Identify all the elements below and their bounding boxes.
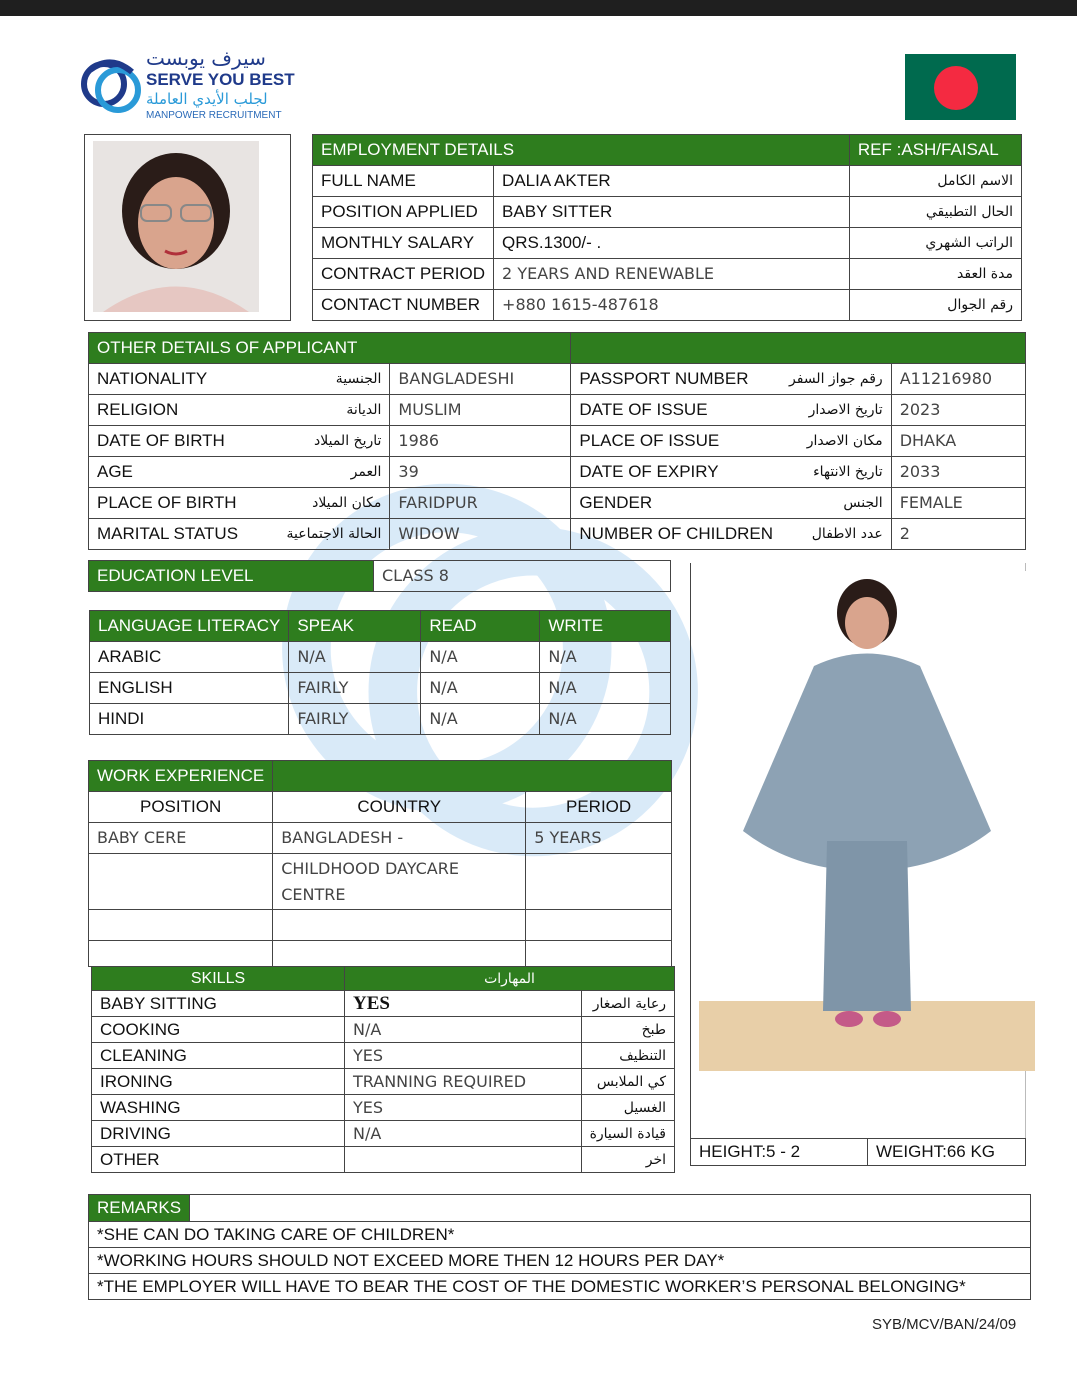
employment-header: EMPLOYMENT DETAILS: [313, 135, 850, 166]
skill-row: BABY SITTING YES رعاية الصغار: [92, 991, 675, 1017]
company-arabic-name: سيرف يوبست: [146, 46, 266, 70]
skill-row: CLEANING YES التنظيف: [92, 1043, 675, 1069]
skill-row: WASHING YES الغسيل: [92, 1095, 675, 1121]
remarks-header: REMARKS: [89, 1195, 190, 1222]
skill-row: DRIVING N/A قيادة السيارة: [92, 1121, 675, 1147]
details-row: PLACE OF BIRTH مكان الميلاد FARIDPUR GENDER الجنس FEMALE: [89, 488, 1026, 519]
details-row: NATIONALITY الجنسية BANGLADESHI PASSPORT NUMBER رقم جواز السفر A11216980: [89, 364, 1026, 395]
details-row: DATE OF BIRTH تاريخ الميلاد 1986 PLACE OF ISSUE مكان الاصدار DHAKA: [89, 426, 1026, 457]
employment-row: FULL NAME DALIA AKTER الاسم الكامل: [313, 166, 1022, 197]
skill-row: IRONING TRANNING REQUIRED كي الملابس: [92, 1069, 675, 1095]
flag-circle: [934, 66, 978, 110]
skills-table: [91, 966, 675, 1173]
education-value: CLASS 8: [374, 561, 671, 592]
employment-row: POSITION APPLIED BABY SITTER الحال التطبيقي: [313, 197, 1022, 228]
employment-row: CONTACT NUMBER +880 1615-487618 رقم الجوال: [313, 290, 1022, 321]
bangladesh-flag: [905, 54, 1016, 120]
window-top-bar: [0, 0, 1077, 16]
height-value: HEIGHT:5 - 2: [691, 1139, 868, 1166]
details-row: AGE العمر 39 DATE OF EXPIRY تاريخ الانتهاء 2033: [89, 457, 1026, 488]
other-details-header: OTHER DETAILS OF APPLICANT: [89, 333, 571, 364]
remark-line: *SHE CAN DO TAKING CARE OF CHILDREN*: [89, 1222, 1031, 1248]
portrait-photo-frame: [84, 134, 291, 321]
company-arabic-tagline: لجلب الأيدي العاملة: [146, 90, 268, 108]
work-experience-table: WORK EXPERIENCE POSITION COUNTRY PERIOD BABY CERE BANGLADESH - 5 YEARS CHILDHOOD DAYCARE CENTRE: [88, 760, 672, 967]
details-row: MARITAL STATUS الحالة الاجتماعية WIDOW NUMBER OF CHILDREN عدد الاطفال 2: [89, 519, 1026, 550]
company-name: SERVE YOU BEST: [146, 70, 295, 89]
employment-ref: REF :ASH/FAISAL: [849, 135, 1021, 166]
weight-value: WEIGHT:66 KG: [868, 1139, 1026, 1166]
work-experience-header: WORK EXPERIENCE: [89, 761, 273, 792]
footer-code: SYB/MCV/BAN/24/09: [872, 1316, 1017, 1333]
full-body-photo-frame: [690, 563, 1026, 1165]
skills-header: SKILLS: [92, 967, 345, 991]
employment-row: MONTHLY SALARY QRS.1300/- . الراتب الشهري: [313, 228, 1022, 259]
skill-row: OTHER اخر: [92, 1147, 675, 1173]
remark-line: *THE EMPLOYER WILL HAVE TO BEAR THE COST OF THE DOMESTIC WORKER’S PERSONAL BELONGING*: [89, 1274, 1031, 1300]
language-row: ARABIC N/A N/A N/A: [90, 642, 671, 673]
measurements-table: [690, 1138, 1026, 1166]
details-row: RELIGION الديانة MUSLIM DATE OF ISSUE تاريخ الاصدار 2023: [89, 395, 1026, 426]
other-details-table: [88, 332, 1026, 550]
skills-header-arabic: المهارات: [345, 967, 675, 991]
company-tagline: MANPOWER RECRUITMENT: [146, 110, 282, 121]
skill-row: COOKING N/A طبخ: [92, 1017, 675, 1043]
language-row: HINDI FAIRLY N/A N/A: [90, 704, 671, 735]
full-body-photo: [699, 571, 1035, 1071]
company-logo: [78, 46, 295, 124]
language-row: ENGLISH FAIRLY N/A N/A: [90, 673, 671, 704]
work-row: CHILDHOOD DAYCARE CENTRE: [89, 854, 672, 910]
portrait-photo: [93, 141, 259, 312]
remark-line: *WORKING HOURS SHOULD NOT EXCEED MORE THEN 12 HOURS PER DAY*: [89, 1248, 1031, 1274]
education-label: EDUCATION LEVEL: [89, 561, 374, 592]
language-table: LANGUAGE LITERACY SPEAK READ WRITE ARABIC N/A N/A N/A ENGLISH FAIRLY N/A N/A HINDI FAIRLY N/A N/A: [89, 610, 671, 735]
company-logo-icon: [78, 50, 144, 122]
employment-details-table: [312, 134, 1022, 321]
remarks-table: [88, 1194, 1031, 1300]
education-table: [88, 560, 671, 592]
employment-row: CONTRACT PERIOD 2 YEARS AND RENEWABLE مدة العقد: [313, 259, 1022, 290]
work-row: BABY CERE BANGLADESH - 5 YEARS: [89, 823, 672, 854]
